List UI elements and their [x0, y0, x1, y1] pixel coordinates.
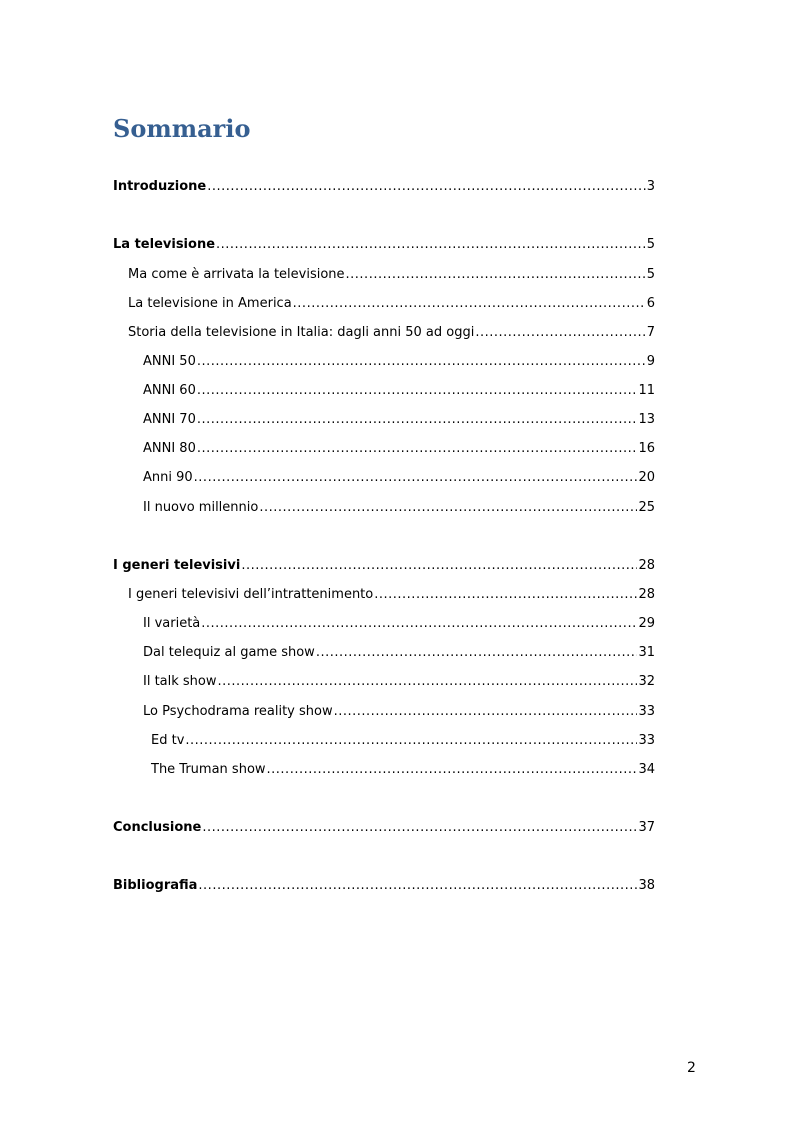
toc-entry-truman-show[interactable]: [151, 760, 655, 780]
page-number: 2: [687, 1060, 696, 1076]
toc-entry-anni-70[interactable]: [143, 410, 655, 430]
toc-dot-leader: [475, 323, 645, 343]
toc-dot-leader: [198, 876, 637, 896]
toc-entry-label: Anni 90: [143, 470, 193, 485]
toc-entry-page: 6: [646, 296, 655, 311]
toc-dot-leader: [218, 672, 638, 692]
toc-entry-page: 37: [638, 820, 655, 835]
toc-dot-leader: [197, 352, 646, 372]
toc-entry-la-televisione[interactable]: [113, 235, 655, 255]
page-title: Sommario: [113, 114, 251, 143]
toc-entry-label: ANNI 70: [143, 412, 196, 427]
toc-dot-leader: [202, 818, 637, 838]
toc-entry-label: Introduzione: [113, 179, 207, 194]
toc-entry-page: 5: [646, 237, 655, 252]
toc-entry-page: 32: [638, 674, 655, 689]
toc-entry-conclusione[interactable]: [113, 818, 655, 838]
toc-dot-leader: [197, 410, 638, 430]
toc-dot-leader: [207, 177, 645, 197]
toc-entry-talk-show[interactable]: [143, 672, 655, 692]
toc-entry-generi-televisivi[interactable]: [113, 556, 655, 576]
toc-entry-page: 20: [638, 470, 655, 485]
toc-dot-leader: [259, 498, 637, 518]
toc-entry-america[interactable]: [128, 294, 655, 314]
toc-entry-anni-50[interactable]: [143, 352, 655, 372]
toc-entry-page: 33: [638, 704, 655, 719]
toc-entry-ed-tv[interactable]: [151, 731, 655, 751]
toc-entry-page: 34: [638, 762, 655, 777]
toc-entry-page: 29: [638, 616, 655, 631]
toc-entry-page: 25: [638, 500, 655, 515]
toc-entry-label: Il nuovo millennio: [143, 500, 259, 515]
toc-entry-label: Ed tv: [151, 733, 185, 748]
toc-entry-label: Conclusione: [113, 820, 202, 835]
toc-dot-leader: [334, 702, 638, 722]
toc-dot-leader: [346, 265, 646, 285]
toc-entry-label: Il varietà: [143, 616, 201, 631]
toc-entry-label: The Truman show: [151, 762, 266, 777]
toc-entry-anni-60[interactable]: [143, 381, 655, 401]
toc-entry-page: 13: [638, 412, 655, 427]
toc-dot-leader: [185, 731, 637, 751]
toc-entry-page: 31: [638, 645, 655, 660]
toc-entry-psychodrama[interactable]: [143, 702, 655, 722]
toc-entry-page: 3: [646, 179, 655, 194]
toc-entry-label: I generi televisivi: [113, 558, 241, 573]
toc-entry-page: 33: [638, 733, 655, 748]
toc-dot-leader: [201, 614, 637, 634]
toc-entry-label: ANNI 60: [143, 383, 196, 398]
toc-entry-anni-80[interactable]: [143, 439, 655, 459]
toc-entry-page: 7: [646, 325, 655, 340]
toc-entry-label: La televisione: [113, 237, 216, 252]
toc-entry-label: Il talk show: [143, 674, 217, 689]
toc-entry-label: ANNI 50: [143, 354, 196, 369]
toc-dot-leader: [293, 294, 646, 314]
toc-dot-leader: [216, 235, 646, 255]
toc-dot-leader: [241, 556, 637, 576]
toc-entry-page: 28: [638, 558, 655, 573]
toc-entry-label: Storia della televisione in Italia: dagli anni 50 ad oggi: [128, 325, 475, 340]
toc-entry-nuovo-millennio[interactable]: [143, 498, 655, 518]
toc-entry-label: Dal telequiz al game show: [143, 645, 315, 660]
toc-entry-label: ANNI 80: [143, 441, 196, 456]
toc-entry-page: 28: [638, 587, 655, 602]
toc-entry-page: 9: [646, 354, 655, 369]
toc-entry-page: 5: [646, 267, 655, 282]
toc-entry-generi-intrattenimento[interactable]: [128, 585, 655, 605]
toc-dot-leader: [374, 585, 637, 605]
toc-entry-storia-italia[interactable]: [128, 323, 655, 343]
toc-entry-varieta[interactable]: [143, 614, 655, 634]
toc-entry-label: La televisione in America: [128, 296, 292, 311]
toc-entry-anni-90[interactable]: [143, 468, 655, 488]
toc-entry-label: Ma come è arrivata la televisione: [128, 267, 345, 282]
toc-entry-label: Lo Psychodrama reality show: [143, 704, 333, 719]
toc-dot-leader: [197, 381, 638, 401]
toc-dot-leader: [316, 643, 638, 663]
toc-entry-page: 16: [638, 441, 655, 456]
toc-entry-page: 11: [638, 383, 655, 398]
toc-entry-introduzione[interactable]: [113, 177, 655, 197]
toc-entry-bibliografia[interactable]: [113, 876, 655, 896]
toc-entry-label: Bibliografia: [113, 878, 198, 893]
toc-entry-telequiz[interactable]: [143, 643, 655, 663]
toc-dot-leader: [194, 468, 638, 488]
toc-dot-leader: [197, 439, 638, 459]
toc-dot-leader: [267, 760, 638, 780]
toc-entry-page: 38: [638, 878, 655, 893]
toc-entry-label: I generi televisivi dell’intrattenimento: [128, 587, 374, 602]
toc-entry-come-arrivata[interactable]: [128, 265, 655, 285]
